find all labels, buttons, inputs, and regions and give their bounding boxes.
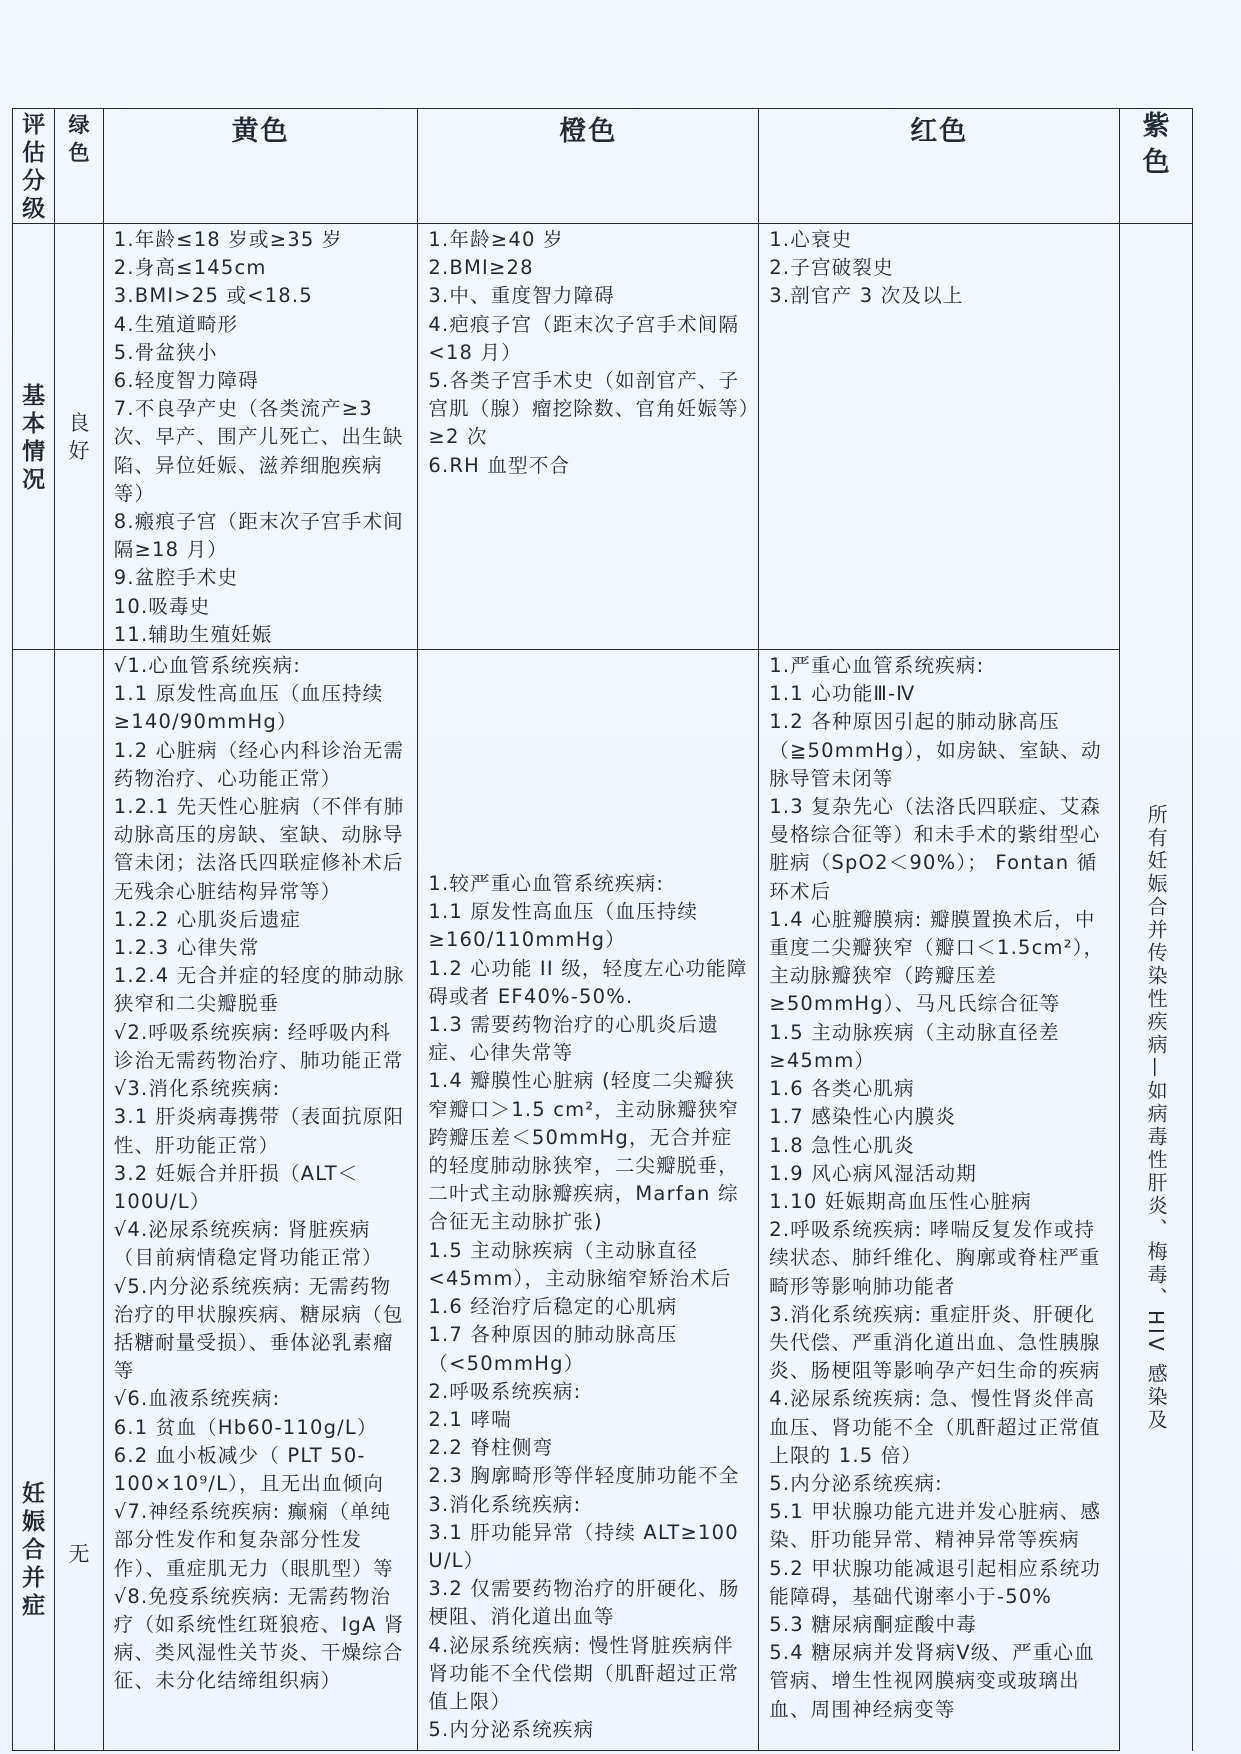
yellow-criterion: 1.年龄≤18 岁或≥35 岁 <box>113 228 343 251</box>
orange-criterion: 3.1 肝功能异常（持续 ALT≥100 U/L） <box>428 1520 739 1572</box>
yellow-criterion: √1.心血管系统疾病: <box>113 654 302 678</box>
red-criterion: 3.剖官产 3 次及以上 <box>769 284 964 308</box>
orange-criterion: 1.1 原发性高血压（血压持续≥160/110mmHg） <box>428 900 699 952</box>
yellow-criterion: √4.泌尿系统疾病: 肾脏疾病（目前病情稳定肾功能正常） <box>113 1218 383 1270</box>
orange-criterion: 3.中、重度智力障碍 <box>428 284 616 308</box>
green-header-char: 色 <box>68 141 90 165</box>
yellow-criterion: 4.生殖道畸形 <box>113 312 239 336</box>
purple-header-char: 紫 <box>1142 111 1170 142</box>
complication-red-cell <box>759 650 1120 1751</box>
orange-header: 橙色 <box>418 109 759 224</box>
red-criterion: 1.10 妊娠期高血压性心脏病 <box>769 1189 1032 1213</box>
yellow-criterion: 9.盆腔手术史 <box>113 566 239 590</box>
orange-criterion: 2.3 胸廓畸形等伴轻度肺功能不全 <box>428 1464 740 1488</box>
orange-criterion: 2.2 脊柱侧弯 <box>428 1436 554 1460</box>
red-criterion: 1.5 主动脉疾病（主动脉直径差≥45mm） <box>769 1020 1060 1072</box>
basic-label-char: 本 <box>22 410 46 437</box>
red-criterion: 5.2 甲状腺功能减退引起相应系统功能障碍，基础代谢率小于-50% <box>769 1556 1102 1608</box>
yellow-criterion: 1.2 心脏病（经心内科诊治无需药物治疗、心功能正常） <box>113 738 405 790</box>
yellow-criterion: 11.辅助生殖妊娠 <box>113 622 273 646</box>
green-header-char: 绿 <box>68 113 90 137</box>
yellow-criterion: 10.吸毒史 <box>113 594 211 618</box>
orange-criterion: 1.7 各种原因的肺动脉高压（<50mmHg） <box>428 1323 678 1375</box>
red-criterion: 2.呼吸系统疾病: 哮喘反复发作或持续状态、肺纤维化、胸廓或脊柱严重畸形等影响肺功能者 <box>769 1218 1101 1298</box>
complication-label-char: 并 <box>22 1565 46 1592</box>
orange-criterion: 4.泌尿系统疾病: 慢性肾脏疾病伴肾功能不全代偿期（肌酐超过正常值上限） <box>428 1633 739 1713</box>
orange-criterion: 1.较严重心血管系统疾病: <box>428 872 665 896</box>
red-criterion: 3.消化系统疾病: 重症肝炎、肝硬化失代偿、严重消化道出血、急性胰腺炎、肠梗阻等影响孕产妇生命的疾病 <box>769 1302 1101 1383</box>
orange-criterion: 1.5 主动脉疾病（主动脉直径<45mm），主动脉缩窄矫治术后 <box>428 1238 732 1290</box>
green-header <box>55 109 103 224</box>
yellow-criterion: 1.1 原发性高血压（血压持续≥140/90mmHg） <box>113 682 384 734</box>
red-criterion: 1.8 急性心肌炎 <box>769 1133 915 1157</box>
red-criterion: 1.9 风心病风湿活动期 <box>769 1161 977 1185</box>
yellow-criterion: √6.血液系统疾病: <box>113 1387 281 1411</box>
yellow-criterion: 1.2.3 心律失常 <box>113 936 260 960</box>
orange-criterion: 5.各类子宫手术史（如剖官产、子宫肌（腺）瘤挖除数、官角妊娠等）≥2 次 <box>428 369 750 449</box>
complication-label-char: 症 <box>22 1593 46 1620</box>
complication-label <box>13 650 55 1751</box>
red-criterion: 4.泌尿系统疾病: 急、慢性肾炎伴高血压、肾功能不全（肌酐超过正常值上限的 1.5 倍） <box>769 1387 1101 1467</box>
yellow-criterion: 6.轻度智力障碍 <box>113 369 259 393</box>
red-criterion: 1.4 心脏瓣膜病: 瓣膜置换术后，中重度二尖瓣狭窄（瓣口＜1.5cm²），主动脉瓣狭窄（跨瓣压差≥50mmHg）、马凡氏综合征等 <box>769 907 1105 1016</box>
orange-criterion: 1.4 瓣膜性心脏病 (轻度二尖瓣狭窄瓣口＞1.5 cm²，主动脉瓣狭窄跨瓣压差＜50mmHg，无合并症的轻度肺动脉狭窄，二尖瓣脱垂，二叶式主动脉瓣疾病，Marfan 综合征无主动脉扩张) <box>428 1069 740 1234</box>
yellow-criterion: 3.1 肝炎病毒携带（表面抗原阳性、肝功能正常） <box>113 1105 405 1157</box>
yellow-criterion: 5.骨盆狭小 <box>113 340 218 364</box>
orange-criterion: 1.年龄≥40 岁 <box>428 228 564 251</box>
yellow-criterion: 1.2.2 心肌炎后遗症 <box>113 907 301 931</box>
orange-criterion: 1.3 需要药物治疗的心肌炎后遗症、心律失常等 <box>428 1013 719 1065</box>
header-row <box>13 109 1193 224</box>
orange-criterion: 1.6 经治疗后稳定的心肌病 <box>428 1295 678 1319</box>
yellow-criterion: 8.瘢痕子宫（距末次子宫手术间隔≥18 月） <box>113 510 404 562</box>
purple-text: 所有妊娠合并传染性疾病—如病毒性肝炎、梅毒、HIV 感染及 <box>1144 804 1169 1432</box>
complication-yellow-cell <box>103 650 418 1751</box>
eval-grade-char: 级 <box>22 196 46 222</box>
complication-row <box>13 650 1193 1751</box>
basic-purple-cell <box>1120 224 1193 1751</box>
orange-criterion: 1.2 心功能 II 级，轻度左心功能障碍或者 EF40%-50%. <box>428 956 748 1008</box>
yellow-criterion: 6.1 贫血（Hb60-110g/L） <box>113 1415 378 1439</box>
red-criterion: 5.1 甲状腺功能亢进并发心脏病、感染、肝功能异常、精神异常等疾病 <box>769 1500 1102 1552</box>
yellow-criterion: √3.消化系统疾病: <box>113 1077 281 1101</box>
red-header: 红色 <box>759 109 1120 224</box>
basic-info-row <box>13 224 1193 650</box>
eval-grade-char: 估 <box>22 140 46 166</box>
red-criterion: 1.3 复杂先心（法洛氏四联症、艾森曼格综合征等）和未手术的紫绀型心脏病（SpO2＜90%）； Fontan 循环术后 <box>769 795 1102 903</box>
orange-criterion: 2.1 哮喘 <box>428 1407 512 1431</box>
red-criterion: 1.1 心功能Ⅲ-Ⅳ <box>769 682 916 706</box>
complication-green-text: 无 <box>68 1542 90 1567</box>
risk-assessment-table <box>12 108 1193 1751</box>
orange-criterion: 2.呼吸系统疾病: <box>428 1379 582 1403</box>
eval-grade-char: 分 <box>22 168 46 194</box>
red-criterion: 5.3 糖尿病酮症酸中毒 <box>769 1612 977 1636</box>
purple-header-char: 色 <box>1142 147 1170 178</box>
yellow-criterion: 7.不良孕产史（各类流产≥3次、早产、围产儿死亡、出生缺陷、异位妊娠、滋养细胞疾病等） <box>113 397 404 505</box>
red-criterion: 5.内分泌系统疾病: <box>769 1471 943 1495</box>
yellow-criterion: 2.身高≤145cm <box>113 256 267 280</box>
basic-orange-cell <box>418 224 759 650</box>
basic-label-char: 况 <box>22 466 46 493</box>
basic-yellow-cell <box>103 224 418 650</box>
purple-header <box>1120 109 1193 224</box>
eval-grade-char: 评 <box>22 112 46 138</box>
orange-criterion: 4.疤痕子宫（距末次子宫手术间隔<18 月） <box>428 312 740 364</box>
red-criterion: 1.6 各类心肌病 <box>769 1077 915 1101</box>
complication-label-char: 娠 <box>22 1509 46 1536</box>
red-criterion: 5.4 糖尿病并发肾病Ⅴ级、严重心血管病、增生性视网膜病变或玻璃出血、周围神经病变等 <box>769 1641 1095 1721</box>
basic-green-char: 好 <box>68 438 90 463</box>
yellow-criterion: √7.神经系统疾病: 癫痫（单纯部分性发作和复杂部分性发作）、重症肌无力（眼肌型）等 <box>113 1500 394 1580</box>
orange-criterion: 3.消化系统疾病: <box>428 1492 582 1516</box>
yellow-criterion: 3.2 妊娠合并肝损（ALT＜100U/L） <box>113 1161 359 1213</box>
yellow-criterion: √5.内分泌系统疾病: 无需药物治疗的甲状腺疾病、糖尿病（包括糖耐量受损）、垂体泌乳素瘤等 <box>113 1274 404 1383</box>
yellow-criterion: 1.2.4 无合并症的轻度的肺动脉狭窄和二尖瓣脱垂 <box>113 964 405 1016</box>
basic-label-char: 基 <box>22 382 46 409</box>
basic-label-char: 情 <box>22 438 46 465</box>
red-criterion: 1.严重心血管系统疾病: <box>769 654 985 678</box>
yellow-criterion: √8.免疫系统疾病: 无需药物治疗（如系统性红斑狼疮、IgA 肾病、类风湿性关节炎、干燥综合征、未分化结缔组织病） <box>113 1584 405 1693</box>
basic-info-label <box>13 224 55 650</box>
red-criterion: 1.2 各种原因引起的肺动脉高压（≧50mmHg），如房缺、室缺、动脉导管未闭等 <box>769 710 1102 790</box>
orange-criterion: 5.内分泌系统疾病 <box>428 1718 595 1742</box>
yellow-header: 黄色 <box>103 109 418 224</box>
complication-label-char: 合 <box>22 1537 46 1564</box>
complication-green-cell <box>55 650 103 1751</box>
yellow-criterion: √2.呼吸系统疾病: 经呼吸内科诊治无需药物治疗、肺功能正常 <box>113 1020 404 1072</box>
orange-criterion: 2.BMI≥28 <box>428 256 534 280</box>
red-criterion: 1.7 感染性心内膜炎 <box>769 1105 957 1129</box>
yellow-criterion: 6.2 血小板减少（ PLT 50-100×10⁹/L），且无出血倾向 <box>113 1443 385 1495</box>
red-criterion: 1.心衰史 <box>769 228 853 251</box>
orange-criterion: 6.RH 血型不合 <box>428 453 571 477</box>
yellow-criterion: 3.BMI>25 或<18.5 <box>113 284 313 308</box>
orange-criterion: 3.2 仅需要药物治疗的肝硬化、肠梗阻、消化道出血等 <box>428 1577 740 1629</box>
complication-label-char: 妊 <box>22 1481 46 1508</box>
basic-green-cell <box>55 224 103 650</box>
eval-grade-header <box>13 109 55 224</box>
yellow-criterion: 1.2.1 先天性心脏病（不伴有肺动脉高压的房缺、室缺、动脉导管未闭；法洛氏四联症修补术后无残余心脏结构异常等） <box>113 795 405 903</box>
basic-red-cell <box>759 224 1120 650</box>
complication-orange-cell <box>418 650 759 1751</box>
red-criterion: 2.子宫破裂史 <box>769 256 894 280</box>
basic-green-char: 良 <box>68 410 90 435</box>
